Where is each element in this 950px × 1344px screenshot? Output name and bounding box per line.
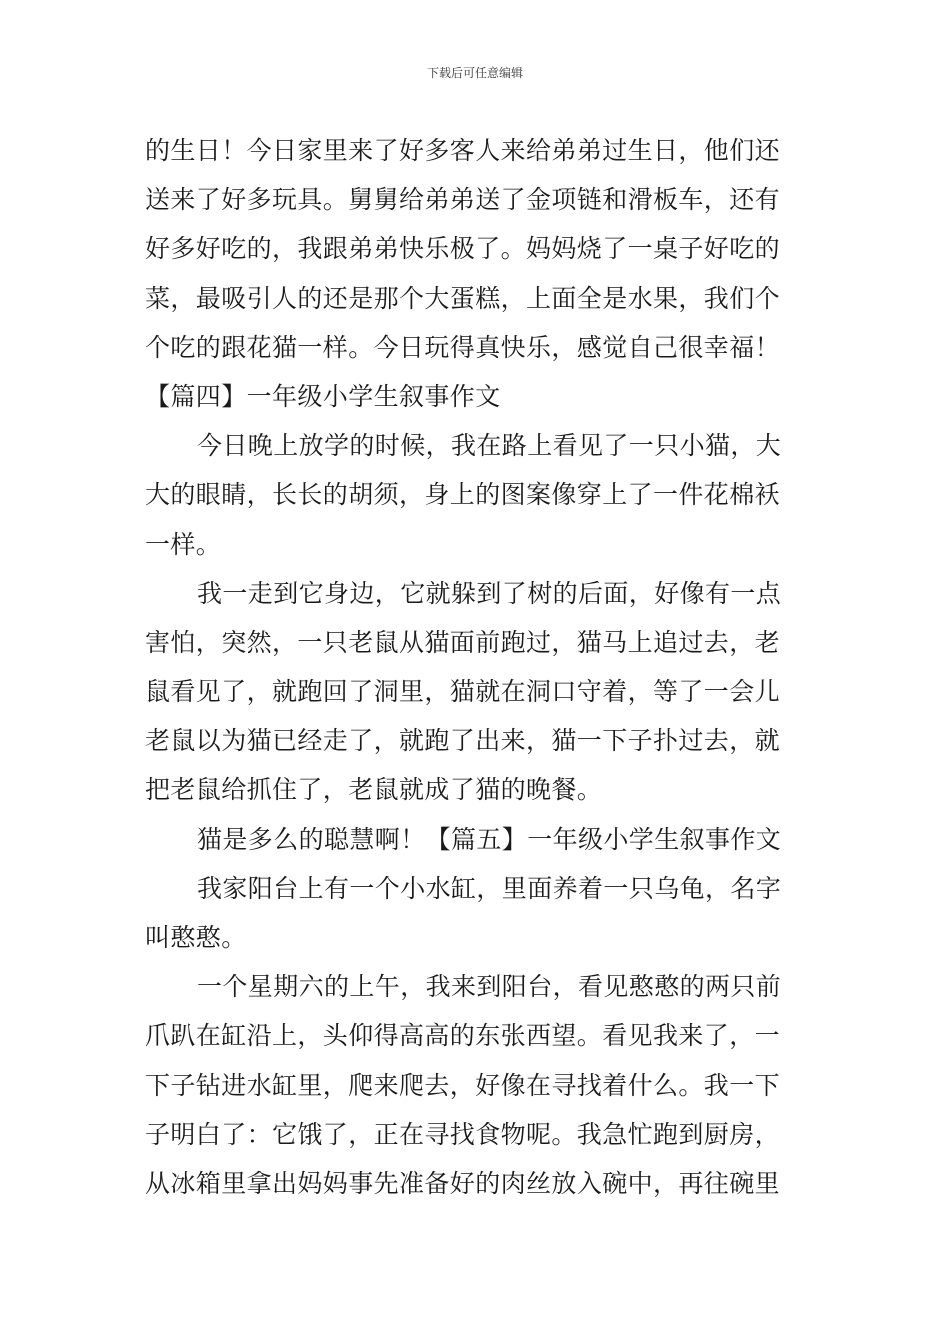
text-line: 大的眼睛，长长的胡须，身上的图案像穿上了一件花棉袄 [145,480,781,510]
text-line: 从冰箱里拿出妈妈事先准备好的肉丝放入碗中，再往碗里 [145,1168,781,1198]
text-line: 好多好吃的，我跟弟弟快乐极了。妈妈烧了一桌子好吃的 [145,234,781,264]
text-line: 一样。 [145,529,222,559]
text-line: 今日晚上放学的时候，我在路上看见了一只小猫，大 [197,431,782,461]
text-line: 爪趴在缸沿上，头仰得高高的东张西望。看见我来了，一 [145,1021,781,1051]
text-line: 个吃的跟花猫一样。今日玩得真快乐，感觉自己很幸福！ [145,332,781,362]
text-line: 老鼠以为猫已经走了，就跑了出来，猫一下子扑过去，就 [145,726,781,756]
text-line: 叫憨憨。 [145,923,247,952]
text-line: 的生日！今日家里来了好多客人来给弟弟过生日，他们还 [145,136,781,165]
text-line: 子明白了：它饿了，正在寻找食物呢。我急忙跑到厨房， [145,1119,781,1149]
text-line: 鼠看见了，就跑回了洞里，猫就在洞口守着，等了一会儿 [145,677,781,707]
text-line: 下子钻进水缸里，爬来爬去，好像在寻找着什么。我一下 [145,1070,781,1100]
text-line: 菜，最吸引人的还是那个大蛋糕，上面全是水果，我们个 [145,283,781,313]
text-line: 把老鼠给抓住了，老鼠就成了猫的晚餐。 [145,775,603,805]
header-note: 下载后可任意编辑 [426,66,523,80]
text-line: 送来了好多玩具。舅舅给弟弟送了金项链和滑板车，还有 [145,185,781,215]
text-line: 一个星期六的上午，我来到阳台，看见憨憨的两只前 [197,972,782,1002]
text-line: 害怕，突然，一只老鼠从猫面前跑过，猫马上追过去，老 [145,627,781,657]
text-line: 我家阳台上有一个小水缸，里面养着一只乌龟，名字 [197,873,782,903]
text-line: 猫是多么的聪慧啊！【篇五】一年级小学生叙事作文 [197,824,782,854]
section-heading: 【篇四】一年级小学生叙事作文 [145,381,501,411]
document-body [145,126,807,1208]
text-line: 我一走到它身边，它就躲到了树的后面，好像有一点 [197,578,782,608]
